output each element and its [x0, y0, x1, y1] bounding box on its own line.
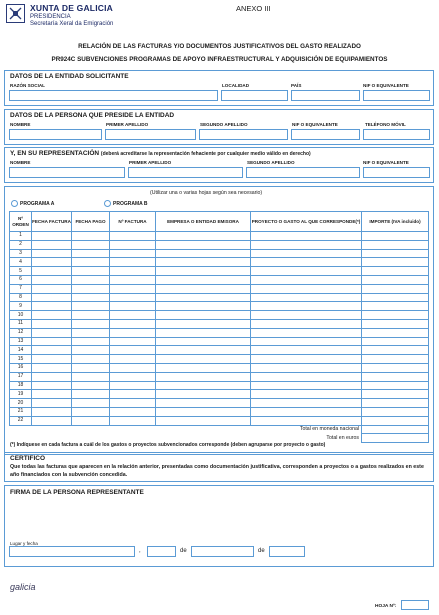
- cell-importe[interactable]: [362, 407, 429, 416]
- row-number: 9: [10, 302, 32, 311]
- row-number: 21: [10, 407, 32, 416]
- president-heading: DATOS DE LA PERSONA QUE PRESIDE LA ENTIDAD: [10, 112, 175, 119]
- org-subdepartment: Secretaría Xeral da Emigración: [30, 21, 114, 27]
- representative-heading-note: (deberá acreditarse la representación fehaciente por cualquier medio válido en derecho): [100, 151, 311, 157]
- document-title: RELACIÓN DE LAS FACTURAS Y/O DOCUMENTOS JUSTIFICATIVOS DEL GASTO REALIZADO: [78, 43, 361, 50]
- row-number: 16: [10, 363, 32, 372]
- entity-section: [4, 70, 434, 106]
- cell-fecha-pago[interactable]: [72, 328, 110, 337]
- cell-fecha-pago[interactable]: [72, 337, 110, 346]
- col-numero-factura: Nº FACTURA: [110, 212, 156, 232]
- signature-heading: FIRMA DE LA PERSONA REPRESENTANTE: [10, 489, 144, 496]
- cell-empresa[interactable]: [156, 249, 251, 258]
- invoice-body: [10, 232, 429, 443]
- cell-fecha-pago[interactable]: [72, 284, 110, 293]
- label-segundo-apellido: SEGUNDO APELLIDO: [247, 160, 295, 165]
- row-number: 13: [10, 337, 32, 346]
- cell-fecha-factura[interactable]: [32, 267, 72, 276]
- sheet-number-label: HOJA Nº:: [375, 604, 397, 609]
- cell-numero-factura[interactable]: [110, 275, 156, 284]
- total-euros-field[interactable]: [362, 434, 429, 443]
- rep-nif-field[interactable]: [363, 167, 430, 178]
- cell-empresa[interactable]: [156, 381, 251, 390]
- org-name: XUNTA DE GALICIA: [30, 3, 114, 13]
- cell-importe[interactable]: [362, 267, 429, 276]
- table-row: [10, 258, 429, 267]
- cell-empresa[interactable]: [156, 399, 251, 408]
- table-row: [10, 240, 429, 249]
- certify-text: Que todas las facturas que aparecen en la relación anterior, presentadas como documentación justificativa, corresponden a proyectos o a gastos realizados en este año financiados con la subvención concedida.: [10, 464, 424, 478]
- label-nif: NIF O EQUIVALENTE: [363, 83, 409, 88]
- row-number: 3: [10, 249, 32, 258]
- cell-numero-factura[interactable]: [110, 337, 156, 346]
- rep-segundo-apellido-field[interactable]: [246, 167, 360, 178]
- total-local-field[interactable]: [362, 425, 429, 434]
- cell-proyecto[interactable]: [251, 407, 362, 416]
- table-row: [10, 399, 429, 408]
- cell-importe[interactable]: [362, 390, 429, 399]
- cell-fecha-pago[interactable]: [72, 399, 110, 408]
- cell-importe[interactable]: [362, 293, 429, 302]
- row-number: 22: [10, 416, 32, 425]
- label-nombre: NOMBRE: [10, 122, 31, 127]
- cell-numero-factura[interactable]: [110, 258, 156, 267]
- cell-importe[interactable]: [362, 319, 429, 328]
- row-number: 17: [10, 372, 32, 381]
- cell-numero-factura[interactable]: [110, 249, 156, 258]
- cell-proyecto[interactable]: [251, 293, 362, 302]
- place-date-label: Lugar y fecha: [10, 541, 38, 546]
- row-number: 7: [10, 284, 32, 293]
- cell-numero-factura[interactable]: [110, 390, 156, 399]
- entity-nif-field[interactable]: [363, 90, 430, 101]
- table-row: [10, 249, 429, 258]
- cell-fecha-factura[interactable]: [32, 399, 72, 408]
- program-a-label: PROGRAMA A: [20, 201, 55, 207]
- cell-empresa[interactable]: [156, 416, 251, 425]
- cell-proyecto[interactable]: [251, 258, 362, 267]
- cell-empresa[interactable]: [156, 293, 251, 302]
- year-field[interactable]: [269, 546, 305, 557]
- cell-fecha-factura[interactable]: [32, 293, 72, 302]
- cell-numero-factura[interactable]: [110, 302, 156, 311]
- cell-importe[interactable]: [362, 363, 429, 372]
- table-row: [10, 416, 429, 425]
- cell-fecha-pago[interactable]: [72, 275, 110, 284]
- cell-empresa[interactable]: [156, 258, 251, 267]
- invoice-header-row: [10, 212, 429, 232]
- col-fecha-pago: FECHA PAGO: [72, 212, 110, 232]
- cell-empresa[interactable]: [156, 302, 251, 311]
- table-row: [10, 267, 429, 276]
- cell-proyecto[interactable]: [251, 249, 362, 258]
- cell-proyecto[interactable]: [251, 399, 362, 408]
- row-number: 14: [10, 346, 32, 355]
- cell-importe[interactable]: [362, 275, 429, 284]
- cell-numero-factura[interactable]: [110, 381, 156, 390]
- label-telefono: TELÉFONO MÓVIL: [365, 122, 406, 127]
- page-header: [6, 3, 433, 35]
- cell-fecha-factura[interactable]: [32, 302, 72, 311]
- col-importe: IMPORTE (IVA incluido): [362, 212, 429, 232]
- table-row: [10, 293, 429, 302]
- cell-proyecto[interactable]: [251, 328, 362, 337]
- cell-empresa[interactable]: [156, 328, 251, 337]
- entity-heading: DATOS DE LA ENTIDAD SOLICITANTE: [10, 73, 129, 80]
- de-separator-1: de: [180, 548, 187, 554]
- cell-proyecto[interactable]: [251, 284, 362, 293]
- row-number: 6: [10, 275, 32, 284]
- program-a-radio[interactable]: [11, 200, 18, 207]
- cell-fecha-pago[interactable]: [72, 363, 110, 372]
- galicia-logo: galicia: [10, 582, 36, 592]
- cell-fecha-pago[interactable]: [72, 346, 110, 355]
- label-razon-social: RAZÓN SOCIAL: [10, 83, 45, 88]
- label-nombre: NOMBRE: [10, 160, 31, 165]
- sheets-note: (Utilizar una o varias hojas según sea necesario): [150, 190, 263, 196]
- cell-fecha-pago[interactable]: [72, 302, 110, 311]
- cell-empresa[interactable]: [156, 284, 251, 293]
- cell-fecha-factura[interactable]: [32, 381, 72, 390]
- cell-fecha-factura[interactable]: [32, 275, 72, 284]
- table-row: [10, 381, 429, 390]
- cell-empresa[interactable]: [156, 346, 251, 355]
- cell-fecha-factura[interactable]: [32, 232, 72, 241]
- sheet-number-field[interactable]: [401, 600, 429, 610]
- cell-importe[interactable]: [362, 337, 429, 346]
- cell-importe[interactable]: [362, 355, 429, 364]
- row-number: 1: [10, 232, 32, 241]
- table-row: [10, 232, 429, 241]
- org-department: PRESIDENCIA: [30, 14, 71, 20]
- table-row: [10, 337, 429, 346]
- cell-fecha-factura[interactable]: [32, 258, 72, 267]
- row-number: 12: [10, 328, 32, 337]
- cell-fecha-factura[interactable]: [32, 337, 72, 346]
- row-number: 19: [10, 390, 32, 399]
- cell-proyecto[interactable]: [251, 275, 362, 284]
- cell-fecha-factura[interactable]: [32, 249, 72, 258]
- day-field[interactable]: [147, 546, 176, 557]
- total-local-row: [10, 425, 429, 434]
- program-b-label: PROGRAMA B: [113, 201, 148, 207]
- row-number: 20: [10, 399, 32, 408]
- de-separator-2: de: [258, 548, 265, 554]
- cell-fecha-pago[interactable]: [72, 390, 110, 399]
- cell-empresa[interactable]: [156, 337, 251, 346]
- representative-section: [4, 147, 434, 183]
- president-nombre-field[interactable]: [9, 129, 102, 140]
- cell-proyecto[interactable]: [251, 346, 362, 355]
- label-nif: NIF O EQUIVALENTE: [363, 160, 409, 165]
- cell-importe[interactable]: [362, 381, 429, 390]
- cell-numero-factura[interactable]: [110, 372, 156, 381]
- cell-fecha-pago[interactable]: [72, 416, 110, 425]
- annex-label: ANEXO III: [236, 4, 271, 13]
- localidad-field[interactable]: [221, 90, 288, 101]
- cell-empresa[interactable]: [156, 390, 251, 399]
- president-segundo-apellido-field[interactable]: [199, 129, 288, 140]
- pais-field[interactable]: [291, 90, 360, 101]
- table-row: [10, 346, 429, 355]
- row-number: 8: [10, 293, 32, 302]
- table-row: [10, 328, 429, 337]
- table-row: [10, 275, 429, 284]
- cell-numero-factura[interactable]: [110, 363, 156, 372]
- cell-proyecto[interactable]: [251, 416, 362, 425]
- cell-fecha-factura[interactable]: [32, 390, 72, 399]
- cell-fecha-pago[interactable]: [72, 240, 110, 249]
- month-field[interactable]: [191, 546, 254, 557]
- label-localidad: LOCALIDAD: [222, 83, 250, 88]
- cell-importe[interactable]: [362, 372, 429, 381]
- president-primer-apellido-field[interactable]: [105, 129, 196, 140]
- table-row: [10, 363, 429, 372]
- president-section: [4, 109, 434, 145]
- cell-importe[interactable]: [362, 346, 429, 355]
- cell-fecha-pago[interactable]: [72, 381, 110, 390]
- rep-primer-apellido-field[interactable]: [128, 167, 243, 178]
- cell-numero-factura[interactable]: [110, 416, 156, 425]
- table-row: [10, 302, 429, 311]
- cell-proyecto[interactable]: [251, 302, 362, 311]
- col-empresa: EMPRESA O ENTIDAD EMISORA: [156, 212, 251, 232]
- razon-social-field[interactable]: [9, 90, 218, 101]
- certify-heading: CERTIFICO: [10, 455, 46, 462]
- col-proyecto: PROYECTO O GASTO AL QUE CORRESPONDE(*): [251, 212, 362, 232]
- cell-fecha-pago[interactable]: [72, 293, 110, 302]
- table-row: [10, 284, 429, 293]
- cell-numero-factura[interactable]: [110, 328, 156, 337]
- cell-importe[interactable]: [362, 311, 429, 320]
- cell-empresa[interactable]: [156, 363, 251, 372]
- cell-numero-factura[interactable]: [110, 311, 156, 320]
- cell-importe[interactable]: [362, 302, 429, 311]
- cell-fecha-factura[interactable]: [32, 363, 72, 372]
- cell-proyecto[interactable]: [251, 337, 362, 346]
- president-telefono-field[interactable]: [363, 129, 430, 140]
- row-number: 10: [10, 311, 32, 320]
- cell-empresa[interactable]: [156, 232, 251, 241]
- cell-importe[interactable]: [362, 399, 429, 408]
- representative-heading: [10, 150, 311, 157]
- cell-proyecto[interactable]: [251, 381, 362, 390]
- cell-empresa[interactable]: [156, 319, 251, 328]
- cell-fecha-factura[interactable]: [32, 240, 72, 249]
- cell-proyecto[interactable]: [251, 311, 362, 320]
- cell-importe[interactable]: [362, 416, 429, 425]
- cell-numero-factura[interactable]: [110, 293, 156, 302]
- representative-heading-text: Y, EN SU REPRESENTACIÓN: [10, 150, 100, 157]
- cell-importe[interactable]: [362, 232, 429, 241]
- cell-fecha-factura[interactable]: [32, 355, 72, 364]
- cell-numero-factura[interactable]: [110, 407, 156, 416]
- cell-fecha-pago[interactable]: [72, 372, 110, 381]
- cell-numero-factura[interactable]: [110, 267, 156, 276]
- table-row: [10, 372, 429, 381]
- cell-proyecto[interactable]: [251, 372, 362, 381]
- cell-proyecto[interactable]: [251, 267, 362, 276]
- invoice-footnote: (*) Indíquese en cada factura a cuál de los gastos o proyectos subvencionados corresponde (deben agruparse por proyecto o gasto): [10, 442, 326, 448]
- cell-fecha-pago[interactable]: [72, 258, 110, 267]
- cell-proyecto[interactable]: [251, 319, 362, 328]
- comma-separator: ,: [139, 548, 141, 554]
- cell-fecha-factura[interactable]: [32, 284, 72, 293]
- cell-numero-factura[interactable]: [110, 346, 156, 355]
- cell-fecha-pago[interactable]: [72, 249, 110, 258]
- label-pais: PAÍS: [291, 83, 302, 88]
- label-primer-apellido: PRIMER APELLIDO: [129, 160, 172, 165]
- table-row: [10, 311, 429, 320]
- cell-fecha-factura[interactable]: [32, 328, 72, 337]
- cell-numero-factura[interactable]: [110, 284, 156, 293]
- cell-empresa[interactable]: [156, 275, 251, 284]
- cell-fecha-pago[interactable]: [72, 355, 110, 364]
- row-number: 4: [10, 258, 32, 267]
- row-number: 15: [10, 355, 32, 364]
- cell-importe[interactable]: [362, 249, 429, 258]
- label-primer-apellido: PRIMER APELLIDO: [106, 122, 149, 127]
- cell-fecha-factura[interactable]: [32, 319, 72, 328]
- row-number: 2: [10, 240, 32, 249]
- cell-fecha-pago[interactable]: [72, 311, 110, 320]
- cell-numero-factura[interactable]: [110, 240, 156, 249]
- cell-proyecto[interactable]: [251, 390, 362, 399]
- cell-empresa[interactable]: [156, 407, 251, 416]
- table-row: [10, 319, 429, 328]
- president-nif-field[interactable]: [291, 129, 360, 140]
- cell-fecha-factura[interactable]: [32, 311, 72, 320]
- col-fecha-factura: FECHA FACTURA: [32, 212, 72, 232]
- label-nif: NIF O EQUIVALENTE: [292, 122, 338, 127]
- cell-fecha-pago[interactable]: [72, 232, 110, 241]
- rep-nombre-field[interactable]: [9, 167, 125, 178]
- total-euros-label: Total en euros: [10, 434, 362, 443]
- place-field[interactable]: [9, 546, 135, 557]
- program-b-radio[interactable]: [104, 200, 111, 207]
- cell-numero-factura[interactable]: [110, 232, 156, 241]
- col-orden: Nº ORDEN: [10, 212, 32, 232]
- cell-fecha-pago[interactable]: [72, 407, 110, 416]
- cell-empresa[interactable]: [156, 355, 251, 364]
- table-row: [10, 355, 429, 364]
- row-number: 18: [10, 381, 32, 390]
- invoice-table: [9, 211, 429, 443]
- row-number: 5: [10, 267, 32, 276]
- cell-importe[interactable]: [362, 284, 429, 293]
- xunta-logo-icon: [6, 4, 25, 23]
- cell-fecha-factura[interactable]: [32, 407, 72, 416]
- label-segundo-apellido: SEGUNDO APELLIDO: [200, 122, 248, 127]
- cell-fecha-pago[interactable]: [72, 267, 110, 276]
- cell-importe[interactable]: [362, 328, 429, 337]
- cell-proyecto[interactable]: [251, 232, 362, 241]
- cell-empresa[interactable]: [156, 372, 251, 381]
- table-row: [10, 407, 429, 416]
- cell-numero-factura[interactable]: [110, 355, 156, 364]
- table-row: [10, 390, 429, 399]
- cell-empresa[interactable]: [156, 267, 251, 276]
- cell-fecha-factura[interactable]: [32, 346, 72, 355]
- document-subtitle: PR924C SUBVENCIONES PROGRAMAS DE APOYO INFRAESTRUCTURAL Y ADQUISICIÓN DE EQUIPAMIENTOS: [51, 56, 388, 63]
- cell-fecha-factura[interactable]: [32, 372, 72, 381]
- row-number: 11: [10, 319, 32, 328]
- cell-proyecto[interactable]: [251, 240, 362, 249]
- cell-proyecto[interactable]: [251, 355, 362, 364]
- cell-importe[interactable]: [362, 240, 429, 249]
- cell-fecha-pago[interactable]: [72, 319, 110, 328]
- cell-numero-factura[interactable]: [110, 319, 156, 328]
- cell-empresa[interactable]: [156, 311, 251, 320]
- total-local-label: Total en moneda nacional: [10, 425, 362, 434]
- cell-fecha-factura[interactable]: [32, 416, 72, 425]
- cell-empresa[interactable]: [156, 240, 251, 249]
- cell-numero-factura[interactable]: [110, 399, 156, 408]
- cell-proyecto[interactable]: [251, 363, 362, 372]
- cell-importe[interactable]: [362, 258, 429, 267]
